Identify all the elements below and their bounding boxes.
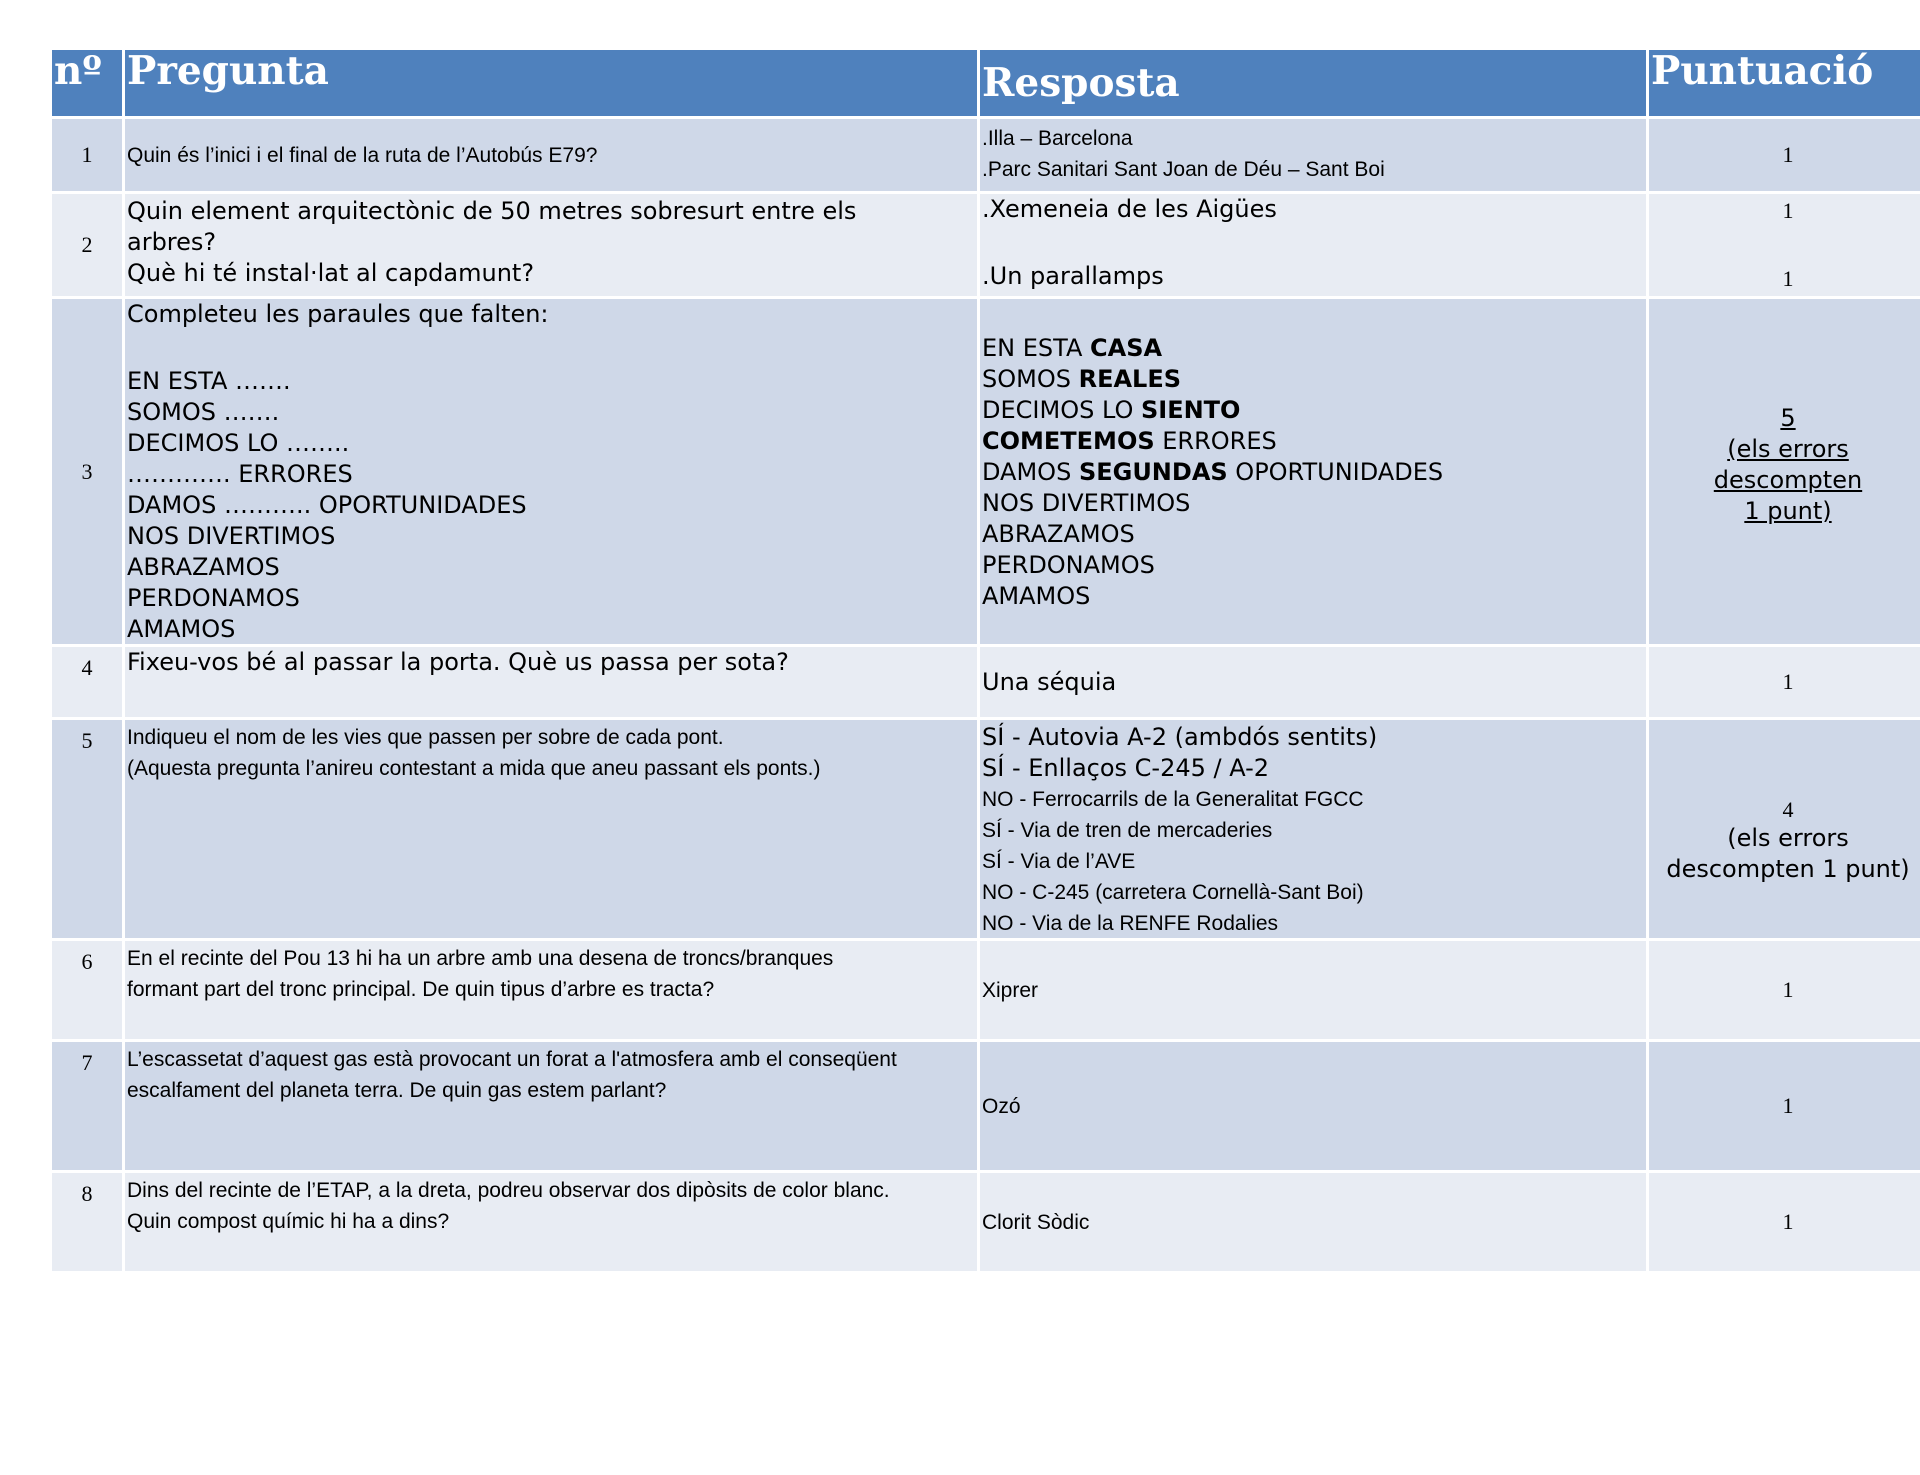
row-8-question: Dins del recinte de l’ETAP, a la dreta, podreu observar dos dipòsits de color blanc. Quin compost químic hi ha a dins? xyxy=(125,1173,977,1271)
row-2-question: Quin element arquitectònic de 50 metres sobresurt entre els arbres? Què hi té instal·lat al capdamunt? xyxy=(125,194,977,296)
row-2-num: 2 xyxy=(52,194,122,296)
row-7-score: 1 xyxy=(1649,1042,1920,1170)
row-4-question: Fixeu-vos bé al passar la porta. Què us passa per sota? xyxy=(125,647,977,717)
row-8-score: 1 xyxy=(1649,1173,1920,1271)
row-8-num: 8 xyxy=(52,1173,122,1271)
row-7-num: 7 xyxy=(52,1042,122,1170)
row-6-answer: Xiprer xyxy=(980,941,1646,1039)
row-5-score: 4 (els errors descompten 1 punt) xyxy=(1649,720,1920,938)
header-num: nº xyxy=(52,50,122,116)
row-4-num: 4 xyxy=(52,647,122,717)
answer-table xyxy=(52,50,1918,1271)
row-2-score: 1 1 xyxy=(1649,194,1920,296)
row-3-question: Completeu les paraules que falten: EN ESTA ……. SOMOS ……. DECIMOS LO …….. …………. ERRORES DAMOS ……….. OPORTUNIDADES NOS DIVERTIMOS ABRAZAMOS PERDONAMOS AMAMOS xyxy=(125,299,977,644)
row-6-num: 6 xyxy=(52,941,122,1039)
row-1-answer: .Illa – Barcelona .Parc Sanitari Sant Joan de Déu – Sant Boi xyxy=(980,119,1646,191)
row-3-num: 3 xyxy=(52,299,122,644)
row-8-answer: Clorit Sòdic xyxy=(980,1173,1646,1271)
row-2-answer: .Xemeneia de les Aigües .Un parallamps xyxy=(980,194,1646,296)
row-4-answer: Una séquia xyxy=(980,647,1646,717)
row-5-answer: SÍ - Autovia A-2 (ambdós sentits) SÍ - Enllaços C-245 / A-2 NO - Ferrocarrils de la Generalitat FGCC SÍ - Via de tren de mercaderies SÍ - Via de l’AVE NO - C-245 (carretera Cornellà-Sant Boi) NO - Via de la RENFE Rodalies xyxy=(980,720,1646,938)
row-4-score: 1 xyxy=(1649,647,1920,717)
row-7-answer: Ozó xyxy=(980,1042,1646,1170)
row-5-num: 5 xyxy=(52,720,122,938)
header-question: Pregunta xyxy=(125,50,977,116)
row-1-num: 1 xyxy=(52,119,122,191)
header-answer: Resposta xyxy=(980,50,1646,116)
row-6-question: En el recinte del Pou 13 hi ha un arbre amb una desena de troncs/branques formant part del tronc principal. De quin tipus d’arbre es tracta? xyxy=(125,941,977,1039)
row-5-question: Indiqueu el nom de les vies que passen per sobre de cada pont. (Aquesta pregunta l’anireu contestant a mida que aneu passant els ponts.) xyxy=(125,720,977,938)
row-1-question: Quin és l’inici i el final de la ruta de l’Autobús E79? xyxy=(125,119,977,191)
header-score: Puntuació xyxy=(1649,50,1920,116)
row-7-question: L’escassetat d’aquest gas està provocant un forat a l'atmosfera amb el conseqüent escalfament del planeta terra. De quin gas estem parlant? xyxy=(125,1042,977,1170)
row-3-score: 5 (els errors descompten 1 punt) xyxy=(1649,299,1920,644)
row-1-score: 1 xyxy=(1649,119,1920,191)
row-6-score: 1 xyxy=(1649,941,1920,1039)
row-3-answer: EN ESTA CASA SOMOS REALES DECIMOS LO SIENTO COMETEMOS ERRORES DAMOS SEGUNDAS OPORTUNIDADES NOS DIVERTIMOS ABRAZAMOS PERDONAMOS AMAMOS xyxy=(980,299,1646,644)
